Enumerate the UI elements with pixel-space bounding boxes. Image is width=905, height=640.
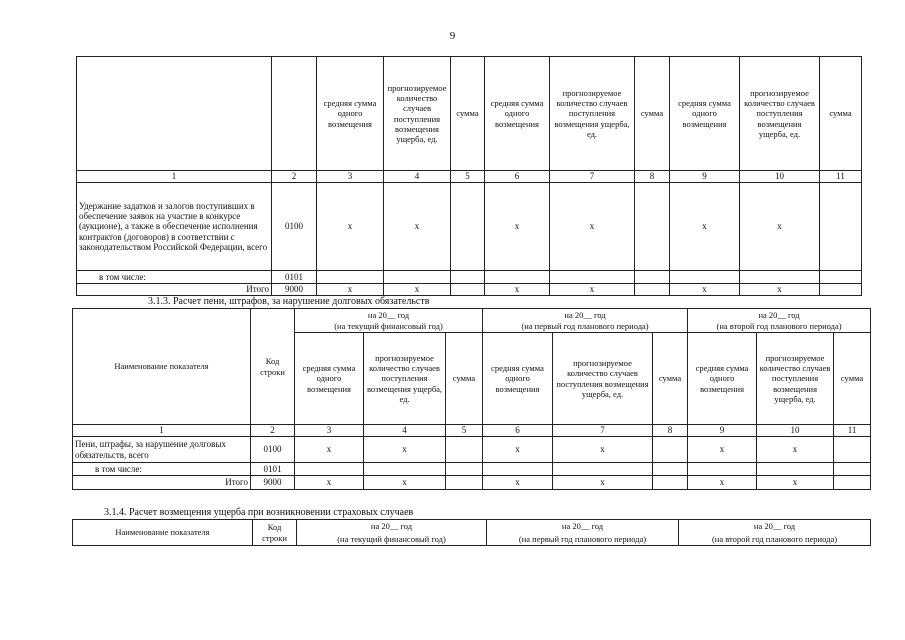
table-row bbox=[77, 271, 862, 284]
table-row bbox=[73, 463, 871, 476]
cell: x bbox=[553, 476, 653, 490]
header-year-plan-1: на 20__ год bbox=[487, 520, 679, 533]
col-number: 9 bbox=[670, 171, 740, 183]
cell bbox=[834, 437, 871, 463]
col-number: 1 bbox=[77, 171, 272, 183]
header-year-plan-1-sub: (на первый год планового периода) bbox=[487, 533, 679, 546]
col-number: 7 bbox=[550, 171, 635, 183]
row-name: Итого bbox=[77, 284, 272, 296]
header-sum-1: сумма bbox=[451, 57, 485, 171]
header-sum-3: сумма bbox=[834, 333, 871, 425]
header-sum-1: сумма bbox=[446, 333, 483, 425]
cell bbox=[820, 284, 862, 296]
cell bbox=[635, 271, 670, 284]
header-avg-amount-3: средняя сумма одного возмещения bbox=[688, 333, 757, 425]
col-number: 6 bbox=[483, 425, 553, 437]
cell bbox=[550, 271, 635, 284]
col-number: 7 bbox=[553, 425, 653, 437]
header-year-current-sub: (на текущий финансовый год) bbox=[297, 533, 487, 546]
header-year-current: на 20__ год bbox=[295, 309, 483, 321]
header-row-code: Код строки bbox=[253, 520, 297, 546]
cell: x bbox=[553, 437, 653, 463]
col-number: 4 bbox=[364, 425, 446, 437]
col-number: 6 bbox=[485, 171, 550, 183]
row-code: 0100 bbox=[251, 437, 295, 463]
col-number: 8 bbox=[653, 425, 688, 437]
header-indicator-name: Наименование показателя bbox=[73, 520, 253, 546]
cell: x bbox=[483, 437, 553, 463]
cell bbox=[446, 437, 483, 463]
cell: x bbox=[485, 183, 550, 271]
cell: x bbox=[384, 284, 451, 296]
cell bbox=[446, 463, 483, 476]
col-number: 10 bbox=[740, 171, 820, 183]
cell bbox=[653, 476, 688, 490]
row-code: 0101 bbox=[251, 463, 295, 476]
cell bbox=[653, 437, 688, 463]
header-row-code: Код строки bbox=[251, 309, 295, 425]
cell bbox=[688, 463, 757, 476]
col-number: 11 bbox=[834, 425, 871, 437]
cell: x bbox=[757, 437, 834, 463]
section-caption-3-1-4: 3.1.4. Расчет возмещения ущерба при возникновении страховых случаев bbox=[104, 507, 414, 518]
header-avg-amount-2: средняя сумма одного возмещения bbox=[485, 57, 550, 171]
col-number: 1 bbox=[73, 425, 251, 437]
cell bbox=[757, 463, 834, 476]
table-penalties bbox=[72, 308, 871, 490]
header-avg-amount-3: средняя сумма одного возмещения bbox=[670, 57, 740, 171]
cell: x bbox=[688, 437, 757, 463]
cell: x bbox=[384, 183, 451, 271]
header-sum-3: сумма bbox=[820, 57, 862, 171]
cell: x bbox=[757, 476, 834, 490]
cell: x bbox=[485, 284, 550, 296]
header-name-empty bbox=[77, 57, 272, 171]
header-forecast-1: прогнозируемое количество случаев поступления возмещения ущерба, ед. bbox=[384, 57, 451, 171]
cell: x bbox=[317, 183, 384, 271]
row-name: Пени, штрафы, за нарушение долговых обязательств, всего bbox=[73, 437, 251, 463]
cell: x bbox=[364, 437, 446, 463]
cell bbox=[740, 271, 820, 284]
col-number: 8 bbox=[635, 171, 670, 183]
cell bbox=[820, 271, 862, 284]
cell bbox=[483, 463, 553, 476]
header-sum-2: сумма bbox=[635, 57, 670, 171]
header-year-plan-2: на 20__ год bbox=[679, 520, 871, 533]
row-code: 9000 bbox=[251, 476, 295, 490]
header-year-plan-1-sub: (на первый год планового периода) bbox=[483, 321, 688, 333]
table-row-total bbox=[73, 476, 871, 490]
col-number: 10 bbox=[757, 425, 834, 437]
col-number: 2 bbox=[272, 171, 317, 183]
table-insurance-damage bbox=[72, 519, 871, 546]
header-forecast-3: прогнозируемое количество случаев поступления возмещения ущерба, ед. bbox=[740, 57, 820, 171]
row-code: 9000 bbox=[272, 284, 317, 296]
cell bbox=[635, 183, 670, 271]
cell: x bbox=[483, 476, 553, 490]
cell: x bbox=[740, 284, 820, 296]
row-code: 0101 bbox=[272, 271, 317, 284]
header-year-plan-2: на 20__ год bbox=[688, 309, 871, 321]
col-number: 3 bbox=[317, 171, 384, 183]
header-forecast-1: прогнозируемое количество случаев поступления возмещения ущерба, ед. bbox=[364, 333, 446, 425]
page-number: 9 bbox=[449, 30, 456, 42]
col-number: 5 bbox=[446, 425, 483, 437]
cell: x bbox=[295, 437, 364, 463]
header-avg-amount-1: средняя сумма одного возмещения bbox=[295, 333, 364, 425]
header-year-current: на 20__ год bbox=[297, 520, 487, 533]
header-avg-amount-1: средняя сумма одного возмещения bbox=[317, 57, 384, 171]
cell bbox=[670, 271, 740, 284]
table-row bbox=[77, 183, 862, 271]
cell: x bbox=[317, 284, 384, 296]
cell bbox=[451, 271, 485, 284]
cell bbox=[451, 284, 485, 296]
cell bbox=[635, 284, 670, 296]
header-avg-amount-2: средняя сумма одного возмещения bbox=[483, 333, 553, 425]
header-sum-2: сумма bbox=[653, 333, 688, 425]
cell: x bbox=[688, 476, 757, 490]
cell bbox=[820, 183, 862, 271]
header-year-plan-2-sub: (на второй год планового периода) bbox=[679, 533, 871, 546]
column-number-row bbox=[73, 425, 871, 437]
section-caption-3-1-3: 3.1.3. Расчет пени, штрафов, за нарушение долговых обязательств bbox=[148, 296, 430, 307]
header-forecast-2: прогнозируемое количество случаев поступления возмещения ущерба, ед. bbox=[550, 57, 635, 171]
row-code: 0100 bbox=[272, 183, 317, 271]
header-forecast-2: прогнозируемое количество случаев поступления возмещения ущерба, ед. bbox=[553, 333, 653, 425]
cell: x bbox=[550, 284, 635, 296]
header-year-plan-2-sub: (на второй год планового периода) bbox=[688, 321, 871, 333]
row-name: Итого bbox=[73, 476, 251, 490]
cell: x bbox=[670, 183, 740, 271]
table-damage-deposits bbox=[76, 56, 862, 296]
table-row-total bbox=[77, 284, 862, 296]
row-name: в том числе: bbox=[77, 271, 272, 284]
header-code-empty bbox=[272, 57, 317, 171]
row-name: в том числе: bbox=[73, 463, 251, 476]
header-indicator-name: Наименование показателя bbox=[73, 309, 251, 425]
col-number: 9 bbox=[688, 425, 757, 437]
col-number: 2 bbox=[251, 425, 295, 437]
column-number-row bbox=[77, 171, 862, 183]
cell bbox=[834, 463, 871, 476]
col-number: 3 bbox=[295, 425, 364, 437]
col-number: 5 bbox=[451, 171, 485, 183]
col-number: 4 bbox=[384, 171, 451, 183]
cell bbox=[446, 476, 483, 490]
cell: x bbox=[295, 476, 364, 490]
cell: x bbox=[550, 183, 635, 271]
cell bbox=[485, 271, 550, 284]
cell bbox=[451, 183, 485, 271]
cell: x bbox=[364, 476, 446, 490]
cell bbox=[384, 271, 451, 284]
cell bbox=[295, 463, 364, 476]
cell bbox=[834, 476, 871, 490]
cell bbox=[364, 463, 446, 476]
cell: x bbox=[670, 284, 740, 296]
header-forecast-3: прогнозируемое количество случаев поступления возмещения ущерба, ед. bbox=[757, 333, 834, 425]
col-number: 11 bbox=[820, 171, 862, 183]
cell bbox=[553, 463, 653, 476]
table-row bbox=[73, 437, 871, 463]
cell bbox=[653, 463, 688, 476]
header-year-current-sub: (на текущий финансовый год) bbox=[295, 321, 483, 333]
row-name: Удержание задатков и залогов поступивших в обеспечение заявок на участие в конкурсе (аукционе), а также в обеспечение исполнения контрактов (договоров) в соответствии с законодательством Российской Федерации, всего bbox=[77, 183, 272, 271]
cell: x bbox=[740, 183, 820, 271]
cell bbox=[317, 271, 384, 284]
header-year-plan-1: на 20__ год bbox=[483, 309, 688, 321]
